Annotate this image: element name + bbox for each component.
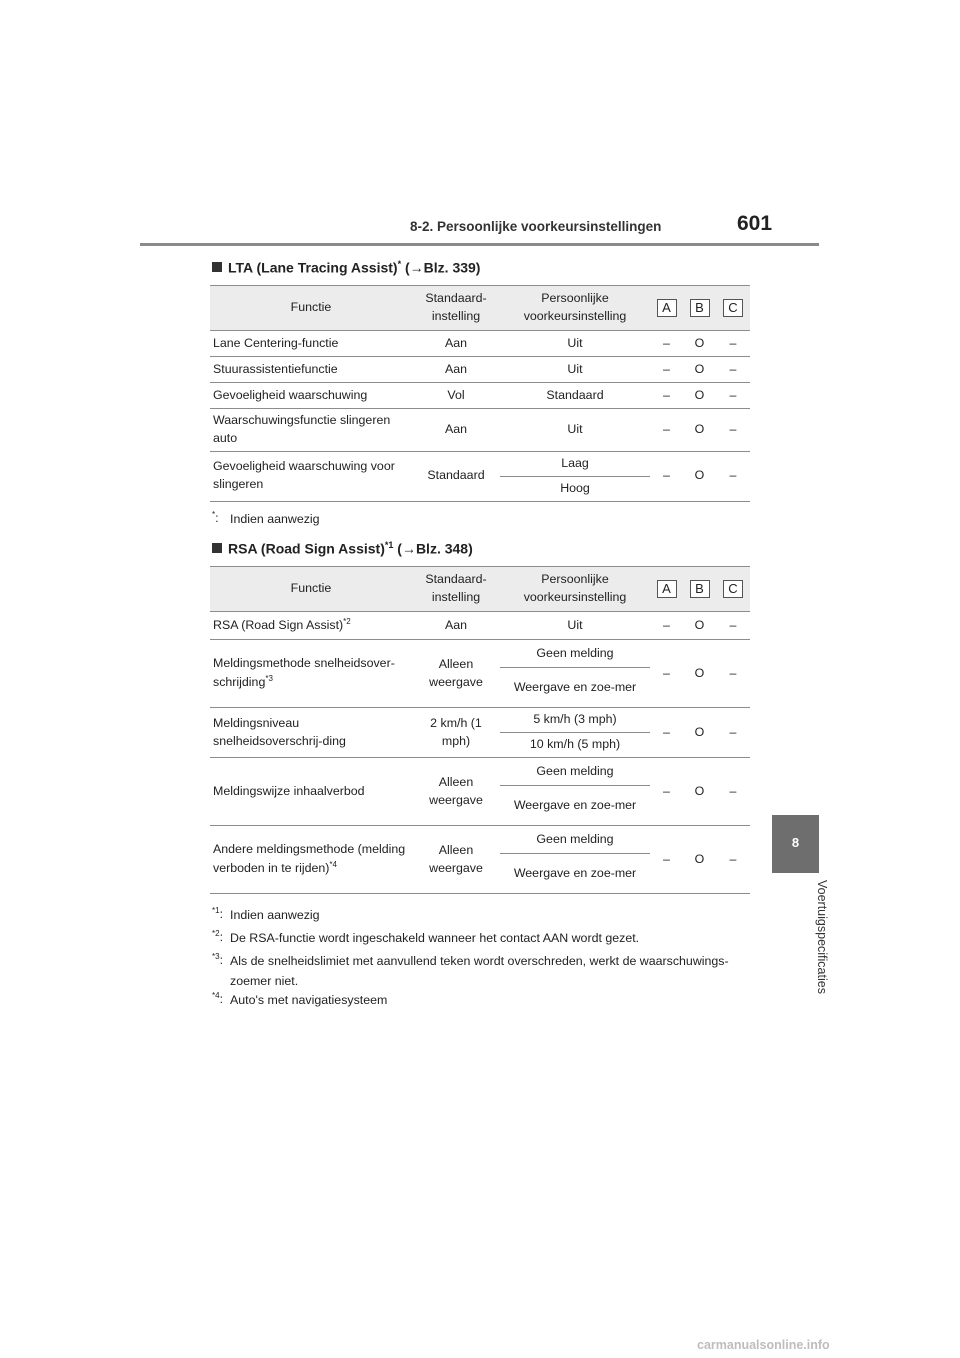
a-cell: – <box>650 383 683 409</box>
default-cell: Aan <box>412 331 500 357</box>
custom-cell: Weergave en zoe-mer <box>500 854 650 894</box>
table-row <box>210 451 750 476</box>
table-row <box>210 331 750 357</box>
function-cell: Meldingsmethode snelheidsover-schrijding$^{*3}$ <box>210 640 412 708</box>
a-cell: – <box>650 758 683 826</box>
custom-cell: Standaard <box>500 383 650 409</box>
custom-cell: Uit <box>500 409 650 452</box>
a-cell: – <box>650 331 683 357</box>
c-cell: – <box>716 331 750 357</box>
header-a: A <box>650 286 683 331</box>
header-default: Standaard-instelling <box>412 286 500 331</box>
rsa-heading <box>212 540 473 557</box>
footnote-text: Auto's met navigatiesysteem <box>230 993 388 1007</box>
custom-cell: Geen melding <box>500 758 650 786</box>
b-cell: O <box>683 451 716 501</box>
custom-cell: Uit <box>500 357 650 383</box>
a-cell: – <box>650 357 683 383</box>
default-cell: Alleen weergave <box>412 758 500 826</box>
footnote-text: Indien aanwezig <box>230 512 320 526</box>
square-bullet-icon <box>212 262 222 272</box>
square-bullet-icon <box>212 543 222 553</box>
a-cell: – <box>650 640 683 708</box>
custom-cell: Geen melding <box>500 826 650 854</box>
header-a: A <box>650 567 683 612</box>
header-function: Functie <box>210 286 412 331</box>
function-cell: RSA (Road Sign Assist)$^{*2}$ <box>210 612 412 640</box>
c-cell: – <box>716 708 750 758</box>
function-cell: Stuurassistentiefunctie <box>210 357 412 383</box>
a-cell: – <box>650 826 683 894</box>
c-cell: – <box>716 758 750 826</box>
c-cell: – <box>716 409 750 452</box>
header-custom: Persoonlijke voorkeursinstelling <box>500 567 650 612</box>
footnote <box>212 906 745 926</box>
table-row <box>210 758 750 786</box>
default-cell: Vol <box>412 383 500 409</box>
table-row <box>210 708 750 733</box>
header-default: Standaard-instelling <box>412 567 500 612</box>
table-header-row <box>210 286 750 331</box>
section-title: 8-2. Persoonlijke voorkeursinstellingen <box>410 219 662 234</box>
header-b: B <box>683 567 716 612</box>
footnote-mark: *: <box>212 510 219 526</box>
header-c: C <box>716 567 750 612</box>
header-divider <box>140 243 819 246</box>
custom-cell: 5 km/h (3 mph) <box>500 708 650 733</box>
function-cell: Waarschuwingsfunctie slingeren auto <box>210 409 412 452</box>
function-cell: Lane Centering-functie <box>210 331 412 357</box>
footnote-mark: $^{*2}$: <box>212 929 224 945</box>
table-row <box>210 383 750 409</box>
footnote-mark: $^{*3}$: <box>212 952 224 968</box>
footnote-text: De RSA-functie wordt ingeschakeld wanneer het contact AAN wordt gezet. <box>230 931 640 945</box>
header-custom: Persoonlijke voorkeursinstelling <box>500 286 650 331</box>
footnote-text: Indien aanwezig <box>230 908 320 922</box>
custom-cell: Hoog <box>500 476 650 501</box>
header-c: C <box>716 286 750 331</box>
a-cell: – <box>650 451 683 501</box>
footnote <box>212 510 320 530</box>
table-row <box>210 640 750 668</box>
function-cell: Gevoeligheid waarschuwing voor slingeren <box>210 451 412 501</box>
c-cell: – <box>716 612 750 640</box>
a-cell: – <box>650 612 683 640</box>
lta-settings-table <box>210 285 750 502</box>
table-row <box>210 612 750 640</box>
b-cell: O <box>683 612 716 640</box>
b-cell: O <box>683 357 716 383</box>
custom-cell: Laag <box>500 451 650 476</box>
c-cell: – <box>716 383 750 409</box>
custom-cell: Uit <box>500 612 650 640</box>
footnote-mark: $^{*1}$: <box>212 906 224 922</box>
table-row <box>210 357 750 383</box>
table-row <box>210 409 750 452</box>
c-cell: – <box>716 357 750 383</box>
default-cell: Aan <box>412 409 500 452</box>
b-cell: O <box>683 409 716 452</box>
rsa-settings-table <box>210 566 750 894</box>
watermark: carmanualsonline.info <box>697 1338 830 1352</box>
b-cell: O <box>683 826 716 894</box>
function-cell: Andere meldingsmethode (melding verboden in te rijden)$^{*4}$ <box>210 826 412 894</box>
chapter-label: Voertuigspecificaties <box>815 880 829 994</box>
b-cell: O <box>683 708 716 758</box>
c-cell: – <box>716 451 750 501</box>
b-cell: O <box>683 383 716 409</box>
lta-title: LTA (Lane Tracing Assist) <box>228 259 398 276</box>
table-header-row <box>210 567 750 612</box>
default-cell: Standaard <box>412 451 500 501</box>
function-cell: Meldingsniveau snelheidsoverschrij-ding <box>210 708 412 758</box>
footnote-mark: $^{*4}$: <box>212 991 224 1007</box>
chapter-number: 8 <box>791 835 800 850</box>
function-cell: Gevoeligheid waarschuwing <box>210 383 412 409</box>
footnote-text: Als de snelheidslimiet met aanvullend teken wordt overschreden, werkt de waarschuwings-zoemer niet. <box>230 954 729 988</box>
lta-page-ref: (→Blz. 339) <box>405 259 481 276</box>
custom-cell: Geen melding <box>500 640 650 668</box>
lta-heading <box>212 259 480 276</box>
rsa-title: RSA (Road Sign Assist) <box>228 540 385 557</box>
custom-cell: 10 km/h (5 mph) <box>500 733 650 758</box>
default-cell: 2 km/h (1 mph) <box>412 708 500 758</box>
footnote <box>212 952 745 992</box>
footnote <box>212 991 745 1011</box>
rsa-page-ref: (→Blz. 348) <box>397 540 473 557</box>
default-cell: Alleen weergave <box>412 640 500 708</box>
a-cell: – <box>650 708 683 758</box>
default-cell: Alleen weergave <box>412 826 500 894</box>
table-row <box>210 826 750 854</box>
header-b: B <box>683 286 716 331</box>
c-cell: – <box>716 826 750 894</box>
page-number: 601 <box>737 212 773 235</box>
c-cell: – <box>716 640 750 708</box>
custom-cell: Uit <box>500 331 650 357</box>
header-function: Functie <box>210 567 412 612</box>
b-cell: O <box>683 331 716 357</box>
lta-title-footnote-mark: * <box>397 259 402 269</box>
custom-cell: Weergave en zoe-mer <box>500 668 650 708</box>
rsa-title-footnote-mark: *1 <box>384 540 394 550</box>
default-cell: Aan <box>412 612 500 640</box>
function-cell: Meldingswijze inhaalverbod <box>210 758 412 826</box>
b-cell: O <box>683 758 716 826</box>
a-cell: – <box>650 409 683 452</box>
default-cell: Aan <box>412 357 500 383</box>
custom-cell: Weergave en zoe-mer <box>500 786 650 826</box>
b-cell: O <box>683 640 716 708</box>
footnote <box>212 929 745 949</box>
